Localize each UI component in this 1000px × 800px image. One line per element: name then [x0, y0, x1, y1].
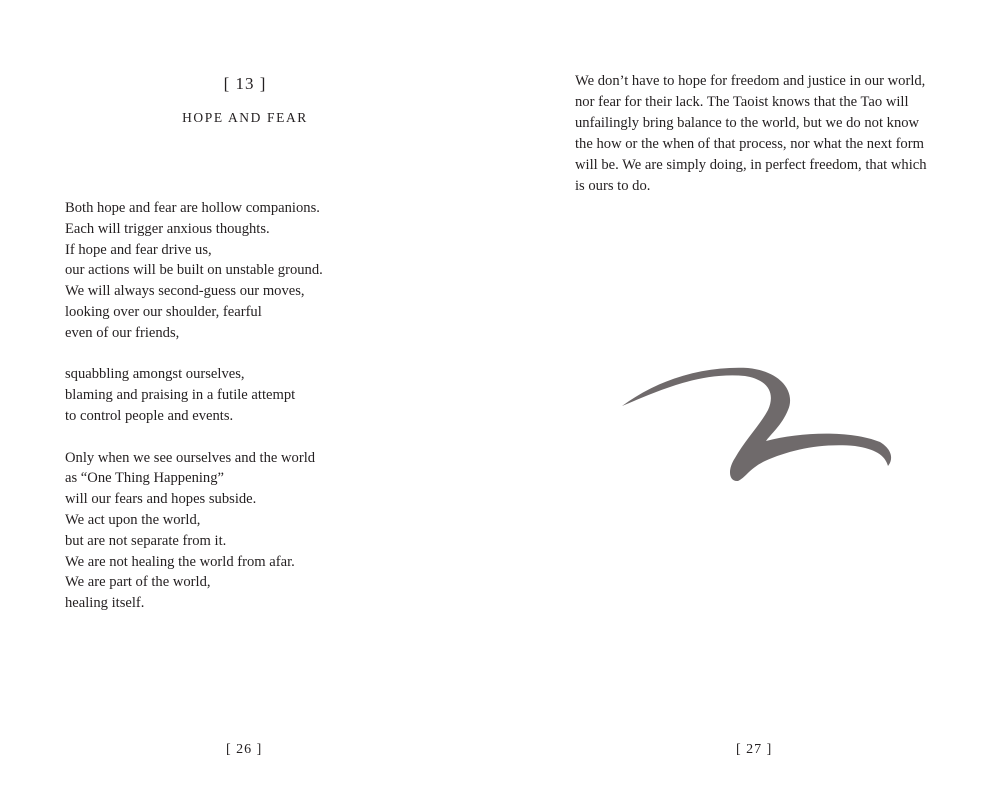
poem-line: We will always second-guess our moves,	[65, 283, 305, 300]
poem-line: looking over our shoulder, fearful	[65, 303, 262, 320]
poem-line: Both hope and fear are hollow companions.	[65, 200, 320, 216]
prose-line: is ours to do.	[575, 178, 651, 194]
poem-line: We act upon the world,	[65, 511, 201, 528]
stanza	[65, 448, 323, 614]
poem	[65, 198, 323, 635]
poem-line: We are not healing the world from afar.	[65, 553, 295, 570]
poem-line: Only when we see ourselves and the world	[65, 449, 316, 466]
poem-line: will our fears and hopes subside.	[65, 491, 257, 508]
poem-line: as “One Thing Happening”	[65, 470, 224, 487]
prose-line: nor fear for their lack. The Taoist knows that the Tao will	[575, 94, 909, 110]
poem-line: squabbling amongst ourselves,	[65, 366, 245, 383]
poem-line: but are not separate from it.	[65, 532, 227, 549]
prose-line: the how or the when of that process, nor what the next form	[575, 136, 924, 152]
poem-line: We are part of the world,	[65, 574, 211, 591]
poem-line: even of our friends,	[65, 324, 180, 341]
brush-stroke-illustration	[500, 0, 1000, 800]
right-page	[500, 0, 1000, 800]
poem-line: If hope and fear drive us,	[65, 241, 212, 258]
poem-line: Each will trigger anxious thoughts.	[65, 220, 270, 237]
poem-line: to control people and events.	[65, 407, 234, 424]
chapter-number: [ 13 ]	[223, 74, 267, 93]
prose-line: unfailingly bring balance to the world, but we do not know	[575, 115, 920, 131]
poem-line: blaming and praising in a futile attempt	[65, 387, 296, 404]
poem-line: healing itself.	[65, 595, 145, 612]
stanza	[65, 198, 323, 344]
prose-line: will be. We are simply doing, in perfect freedom, that which	[575, 157, 927, 173]
chapter-title: HOPE AND FEAR	[182, 110, 308, 125]
prose-line: We don’t have to hope for freedom and justice in our world,	[575, 73, 926, 89]
poem-line: our actions will be built on unstable ground.	[65, 262, 323, 279]
stanza	[65, 364, 323, 426]
page-number-right: [ 27 ]	[736, 742, 773, 757]
page-number-left: [ 26 ]	[226, 742, 263, 757]
